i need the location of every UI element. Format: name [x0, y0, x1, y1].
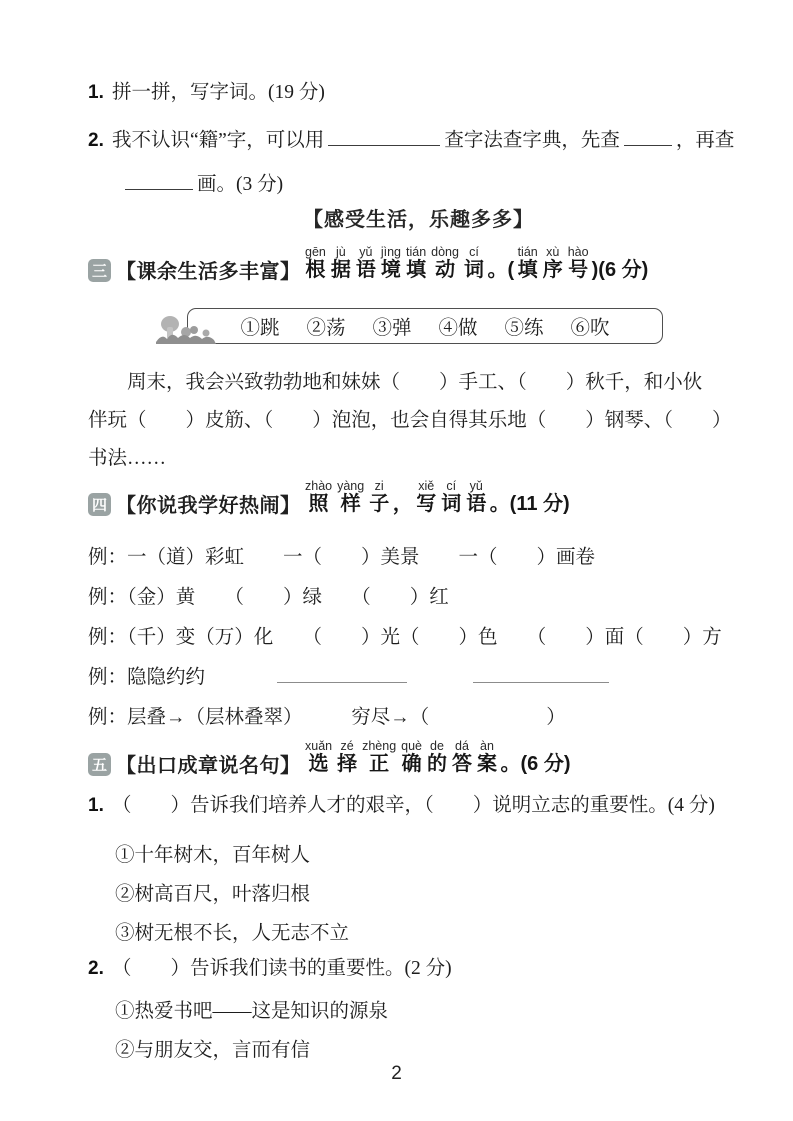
question-2-text-a: 我不认识“籍”字，可以用 — [112, 130, 325, 151]
question-5-2-number: 2. — [88, 958, 104, 979]
answer-line — [473, 667, 609, 683]
word-bank-option: ⑤练 — [504, 318, 544, 339]
question-1 — [88, 80, 749, 106]
section-five-header — [88, 740, 749, 780]
answer-blank — [624, 128, 672, 146]
section-three-badge: 三 — [88, 259, 111, 282]
question-2-text-b: 查字法查字典，先查 — [444, 130, 620, 151]
question-5-1-number: 1. — [88, 795, 104, 816]
question-1-number: 1. — [88, 82, 104, 103]
answer-line — [277, 667, 407, 683]
question-5-2 — [88, 955, 749, 983]
plant-icon — [156, 311, 216, 347]
choice-option: ②树高百尺，叶落归根 — [115, 884, 311, 905]
section-four-header — [88, 480, 749, 520]
paragraph-line: 周末，我会兴致勃勃地和妹妹（ ）手工、（ ）秋千，和小伙 — [127, 372, 703, 393]
section-three-label: 【课余生活多丰富】 — [116, 261, 301, 283]
question-2-line2 — [125, 172, 749, 198]
fill-in-paragraph — [88, 364, 749, 478]
word-bank-option: ②荡 — [306, 318, 346, 339]
question-2-text-d: 画。(3 分) — [197, 174, 284, 195]
word-bank-box — [187, 308, 663, 344]
question-5-2-choices — [115, 992, 749, 1070]
question-2-line1 — [88, 128, 749, 154]
section-five-instruction: 选xuǎn择zé正zhèng确què的de答dá案àn。(6 分) — [305, 739, 571, 775]
example-line: 例：（千）变（万）化 （ ）光（ ）色 （ ）面（ ）方 — [88, 627, 722, 648]
question-1-text: 拼一拼，写字词。(19 分) — [112, 82, 325, 103]
example-line: 例：一（道）彩虹 一（ ）美景 一（ ）画卷 — [88, 547, 596, 568]
question-2-text-c: ，再查 — [675, 130, 735, 151]
section-three-header — [88, 246, 749, 286]
question-5-1-text: （ ）告诉我们培养人才的艰辛，（ ）说明立志的重要性。(4 分) — [112, 795, 715, 816]
choice-option: ①十年树木，百年树人 — [115, 845, 311, 866]
section-four-label: 【你说我学好热闹】 — [116, 495, 301, 517]
section-four-instruction: 照zhào样yàng子zi， 写xiě词cí语yǔ。(11 分) — [305, 479, 570, 515]
answer-blank — [125, 172, 193, 190]
question-2-number: 2. — [88, 130, 104, 151]
example-line: 例：层叠→（层林叠翠） 穷尽→（ ） — [88, 707, 566, 728]
paragraph-line: 伴玩（ ）皮筋、（ ）泡泡，也会自得其乐地（ ）钢琴、（ ） — [88, 410, 732, 431]
section-three-instruction: 根gēn据jù语yǔ境jìng填tián动dòng词cí。( 填tián序xù号hào)(6 分) — [305, 245, 649, 281]
example-4-label: 例：隐隐约约 — [88, 667, 206, 688]
choice-option: ②与朋友交，言而有信 — [115, 1040, 311, 1061]
word-bank-option: ⑥吹 — [570, 318, 610, 339]
choice-option: ③树无根不长，人无志不立 — [115, 923, 350, 944]
word-bank-option: ④做 — [438, 318, 478, 339]
word-bank-option: ③弹 — [372, 318, 412, 339]
choice-option: ①热爱书吧——这是知识的源泉 — [115, 1001, 389, 1022]
section-five-badge: 五 — [88, 753, 111, 776]
section-four-badge: 四 — [88, 493, 111, 516]
question-5-1-choices — [115, 836, 749, 953]
example-line: 例：（金）黄 （ ）绿 （ ）红 — [88, 587, 449, 608]
word-bank-option: ①跳 — [240, 318, 280, 339]
question-5-2-text: （ ）告诉我们读书的重要性。(2 分) — [112, 958, 452, 979]
page-number: 2 — [391, 1063, 402, 1084]
section-five-label: 【出口成章说名句】 — [116, 755, 301, 777]
question-5-1 — [88, 792, 749, 820]
word-bank — [187, 308, 663, 344]
answer-blank — [328, 128, 440, 146]
example-line-with-blanks — [88, 658, 749, 698]
example-lines — [88, 538, 749, 658]
paragraph-line: 书法…… — [88, 448, 167, 469]
unit-banner: 【感受生活，乐趣多多】 — [303, 209, 534, 231]
